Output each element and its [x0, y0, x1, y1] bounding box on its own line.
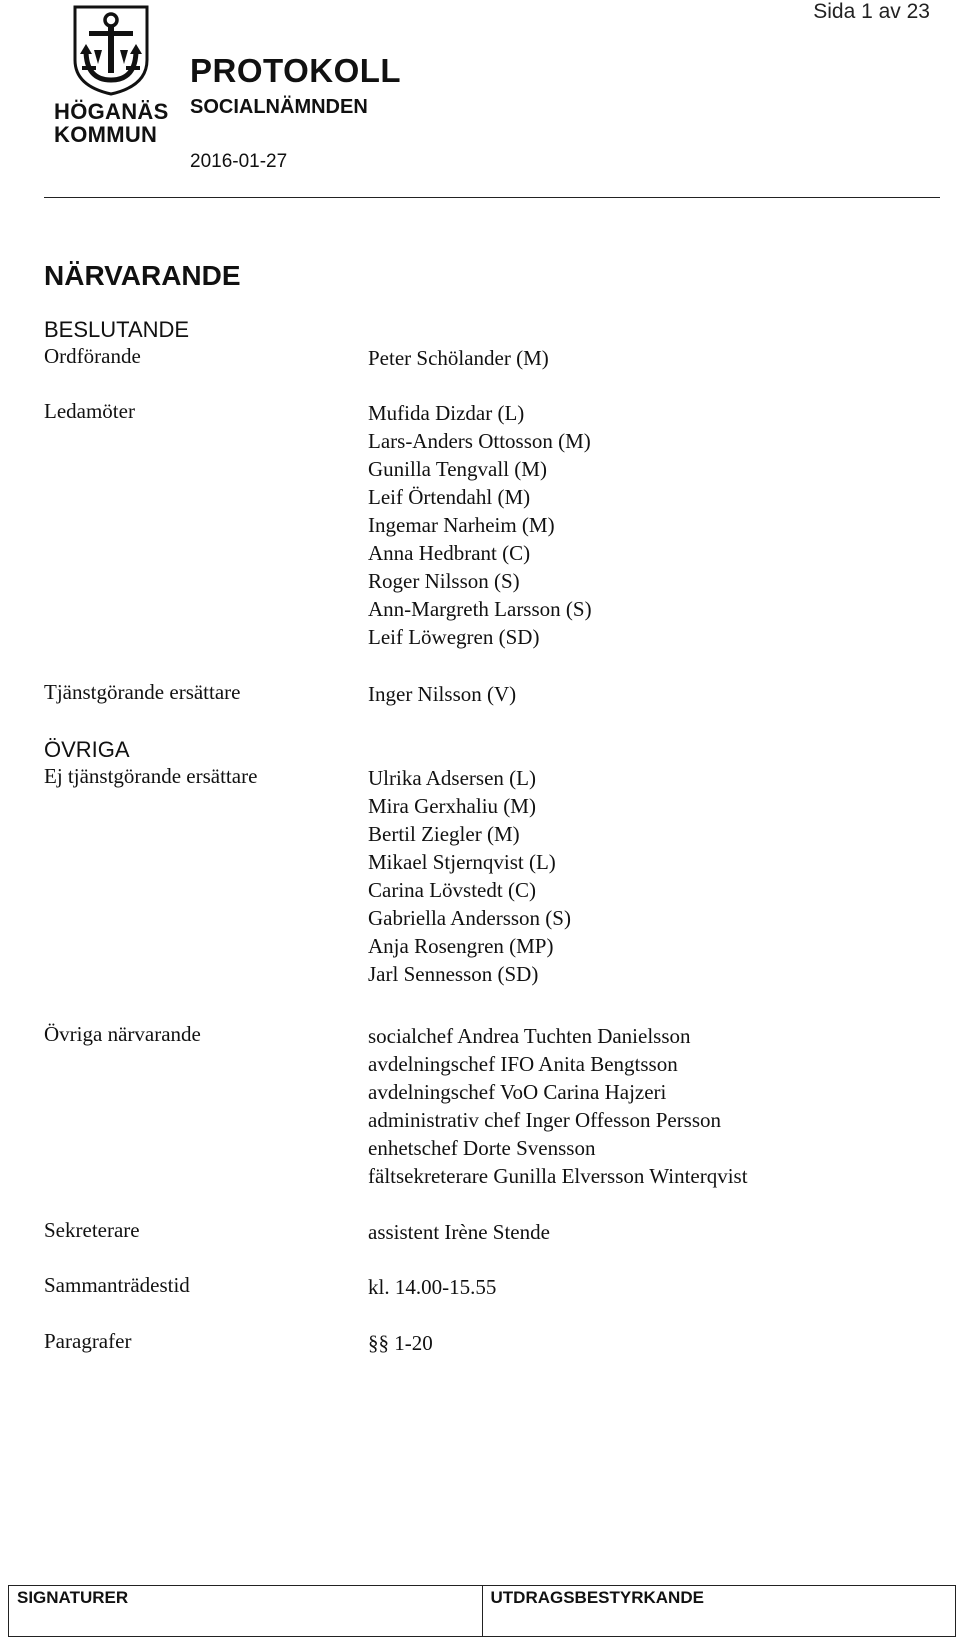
- document-date: 2016-01-27: [190, 151, 288, 172]
- list-item: Roger Nilsson (S): [368, 569, 520, 593]
- paragraphs-label: Paragrafer: [44, 1329, 132, 1353]
- beslutande-heading: BESLUTANDE: [44, 317, 190, 342]
- chair-name-text: Peter Schölander (M): [368, 346, 549, 370]
- document-title: PROTOKOLL: [190, 52, 402, 89]
- chair-name: [368, 344, 549, 372]
- anchor-crest-icon: [72, 4, 150, 96]
- extract-certification-cell: UTDRAGSBESTYRKANDE: [482, 1586, 956, 1636]
- list-item: Mikael Stjernqvist (L): [368, 850, 556, 874]
- section-heading: NÄRVARANDE: [44, 260, 241, 291]
- ovriga-heading: ÖVRIGA: [44, 737, 130, 762]
- list-item: Bertil Ziegler (M): [368, 822, 520, 846]
- logo-text-line2: KOMMUN: [54, 122, 158, 147]
- meeting-time-label: Sammanträdestid: [44, 1273, 190, 1297]
- list-item: Anja Rosengren (MP): [368, 934, 554, 958]
- paragraphs-text: §§ 1-20: [368, 1331, 433, 1355]
- signature-table: [8, 1585, 956, 1637]
- page-number: Sida 1 av 23: [813, 0, 930, 23]
- list-item: avdelningschef VoO Carina Hajzeri: [368, 1080, 667, 1104]
- document-subtitle: SOCIALNÄMNDEN: [190, 96, 368, 118]
- paragraphs: [368, 1329, 433, 1357]
- others-label: Övriga närvarande: [44, 1022, 201, 1046]
- list-item: Anna Hedbrant (C): [368, 541, 531, 565]
- list-item: Jarl Sennesson (SD): [368, 962, 539, 986]
- list-item: Lars-Anders Ottosson (M): [368, 429, 591, 453]
- meeting-time: [368, 1273, 496, 1301]
- signatures-cell: SIGNATURER: [17, 1588, 129, 1607]
- list-item: Ulrika Adsersen (L): [368, 766, 536, 790]
- list-item: fältsekreterare Gunilla Elversson Winterqvist: [368, 1164, 748, 1188]
- logo-text-line1: HÖGANÄS: [54, 99, 169, 124]
- list-item: Mira Gerxhaliu (M): [368, 794, 536, 818]
- meeting-time-text: kl. 14.00-15.55: [368, 1275, 497, 1299]
- list-item: Carina Lövstedt (C): [368, 878, 536, 902]
- list-item: Ingemar Narheim (M): [368, 513, 555, 537]
- list-item: administrativ chef Inger Offesson Persson: [368, 1108, 722, 1132]
- serving-substitutes-label: Tjänstgörande ersättare: [44, 680, 241, 704]
- secretary-name-text: assistent Irène Stende: [368, 1220, 550, 1244]
- non-serving-label: Ej tjänstgörande ersättare: [44, 764, 258, 788]
- list-item: Gabriella Andersson (S): [368, 906, 571, 930]
- serving-substitutes-list: [368, 680, 516, 708]
- secretary-name: [368, 1218, 550, 1246]
- non-serving-list: [368, 764, 571, 988]
- chair-label: Ordförande: [44, 344, 141, 368]
- list-item: enhetschef Dorte Svensson: [368, 1136, 596, 1160]
- list-item: Inger Nilsson (V): [368, 682, 517, 706]
- list-item: Leif Örtendahl (M): [368, 485, 531, 509]
- list-item: Ann-Margreth Larsson (S): [368, 597, 592, 621]
- list-item: socialchef Andrea Tuchten Danielsson: [368, 1024, 691, 1048]
- list-item: Mufida Dizdar (L): [368, 401, 525, 425]
- list-item: Gunilla Tengvall (M): [368, 457, 547, 481]
- others-list: [368, 1022, 748, 1190]
- municipality-logo: [54, 4, 174, 154]
- secretary-label: Sekreterare: [44, 1218, 140, 1242]
- list-item: avdelningschef IFO Anita Bengtsson: [368, 1052, 678, 1076]
- header-divider: [44, 197, 940, 198]
- members-list: [368, 399, 592, 651]
- list-item: Leif Löwegren (SD): [368, 625, 540, 649]
- members-label: Ledamöter: [44, 399, 135, 423]
